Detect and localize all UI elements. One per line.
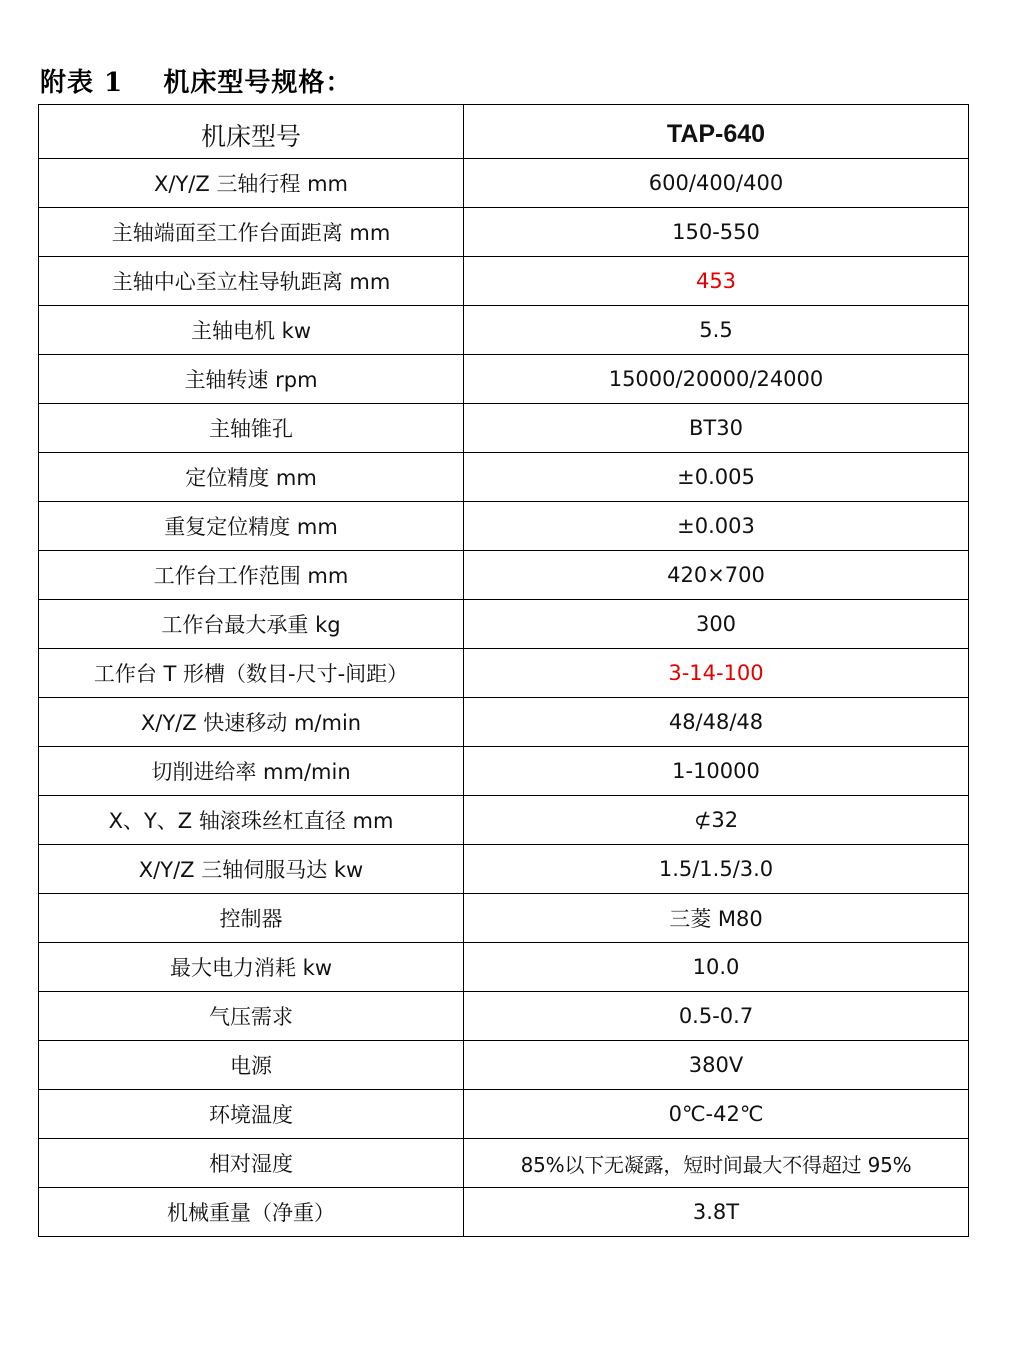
table-row bbox=[39, 600, 969, 649]
table-row bbox=[39, 894, 969, 943]
spec-label-cell: 环境温度 bbox=[39, 1090, 464, 1139]
spec-label-cell: X/Y/Z 快速移动 m/min bbox=[39, 698, 464, 747]
spec-label-cell: 电源 bbox=[39, 1041, 464, 1090]
spec-value-cell: 453 bbox=[464, 257, 969, 306]
table-row bbox=[39, 649, 969, 698]
spec-value-cell: 三菱 M80 bbox=[464, 894, 969, 943]
spec-table bbox=[38, 104, 969, 1237]
spec-value-cell: ±0.005 bbox=[464, 453, 969, 502]
spec-label-cell: 机械重量（净重） bbox=[39, 1188, 464, 1237]
spec-label-cell: X/Y/Z 三轴行程 mm bbox=[39, 159, 464, 208]
spec-value-cell: BT30 bbox=[464, 404, 969, 453]
spec-label-cell: 切削进给率 mm/min bbox=[39, 747, 464, 796]
table-row bbox=[39, 1090, 969, 1139]
spec-value-cell: ⊄32 bbox=[464, 796, 969, 845]
spec-value-cell: 380V bbox=[464, 1041, 969, 1090]
table-row bbox=[39, 845, 969, 894]
spec-label-cell: X、Y、Z 轴滚珠丝杠直径 mm bbox=[39, 796, 464, 845]
table-row bbox=[39, 404, 969, 453]
spec-value-cell: 420×700 bbox=[464, 551, 969, 600]
page-title: 附表 1 机床型号规格： bbox=[40, 68, 353, 98]
table-row bbox=[39, 747, 969, 796]
table-row bbox=[39, 943, 969, 992]
table-row bbox=[39, 306, 969, 355]
table-header-row bbox=[39, 105, 969, 159]
spec-value-cell: 10.0 bbox=[464, 943, 969, 992]
table-row bbox=[39, 208, 969, 257]
table-row bbox=[39, 355, 969, 404]
table-row bbox=[39, 502, 969, 551]
spec-label-cell: X/Y/Z 三轴伺服马达 kw bbox=[39, 845, 464, 894]
spec-label-cell: 工作台 T 形槽（数目-尺寸-间距） bbox=[39, 649, 464, 698]
table-row bbox=[39, 453, 969, 502]
spec-label-cell: 定位精度 mm bbox=[39, 453, 464, 502]
header-model-cell: TAP-640 bbox=[464, 105, 969, 159]
spec-label-cell: 主轴锥孔 bbox=[39, 404, 464, 453]
table-row bbox=[39, 992, 969, 1041]
spec-value-cell: 85%以下无凝露，短时间最大不得超过 95% bbox=[464, 1139, 969, 1188]
spec-value-cell: 48/48/48 bbox=[464, 698, 969, 747]
spec-label-cell: 工作台最大承重 kg bbox=[39, 600, 464, 649]
spec-value-cell: 15000/20000/24000 bbox=[464, 355, 969, 404]
spec-value-cell: 1-10000 bbox=[464, 747, 969, 796]
table-row bbox=[39, 796, 969, 845]
spec-value-cell: 0.5-0.7 bbox=[464, 992, 969, 1041]
spec-label-cell: 主轴中心至立柱导轨距离 mm bbox=[39, 257, 464, 306]
spec-label-cell: 工作台工作范围 mm bbox=[39, 551, 464, 600]
table-row bbox=[39, 257, 969, 306]
spec-label-cell: 重复定位精度 mm bbox=[39, 502, 464, 551]
spec-label-cell: 主轴端面至工作台面距离 mm bbox=[39, 208, 464, 257]
spec-value-cell: 1.5/1.5/3.0 bbox=[464, 845, 969, 894]
spec-label-cell: 最大电力消耗 kw bbox=[39, 943, 464, 992]
table-row bbox=[39, 1139, 969, 1188]
spec-label-cell: 主轴转速 rpm bbox=[39, 355, 464, 404]
spec-value-cell: ±0.003 bbox=[464, 502, 969, 551]
spec-value-cell: 300 bbox=[464, 600, 969, 649]
table-row bbox=[39, 1041, 969, 1090]
table-row bbox=[39, 1188, 969, 1237]
spec-value-cell: 0℃-42℃ bbox=[464, 1090, 969, 1139]
table-row bbox=[39, 698, 969, 747]
spec-label-cell: 气压需求 bbox=[39, 992, 464, 1041]
header-label-cell: 机床型号 bbox=[39, 105, 464, 159]
table-row bbox=[39, 159, 969, 208]
spec-value-cell: 150-550 bbox=[464, 208, 969, 257]
spec-label-cell: 控制器 bbox=[39, 894, 464, 943]
spec-value-cell: 600/400/400 bbox=[464, 159, 969, 208]
spec-value-cell: 5.5 bbox=[464, 306, 969, 355]
spec-label-cell: 主轴电机 kw bbox=[39, 306, 464, 355]
table-row bbox=[39, 551, 969, 600]
spec-label-cell: 相对湿度 bbox=[39, 1139, 464, 1188]
spec-value-cell: 3.8T bbox=[464, 1188, 969, 1237]
spec-value-cell: 3-14-100 bbox=[464, 649, 969, 698]
